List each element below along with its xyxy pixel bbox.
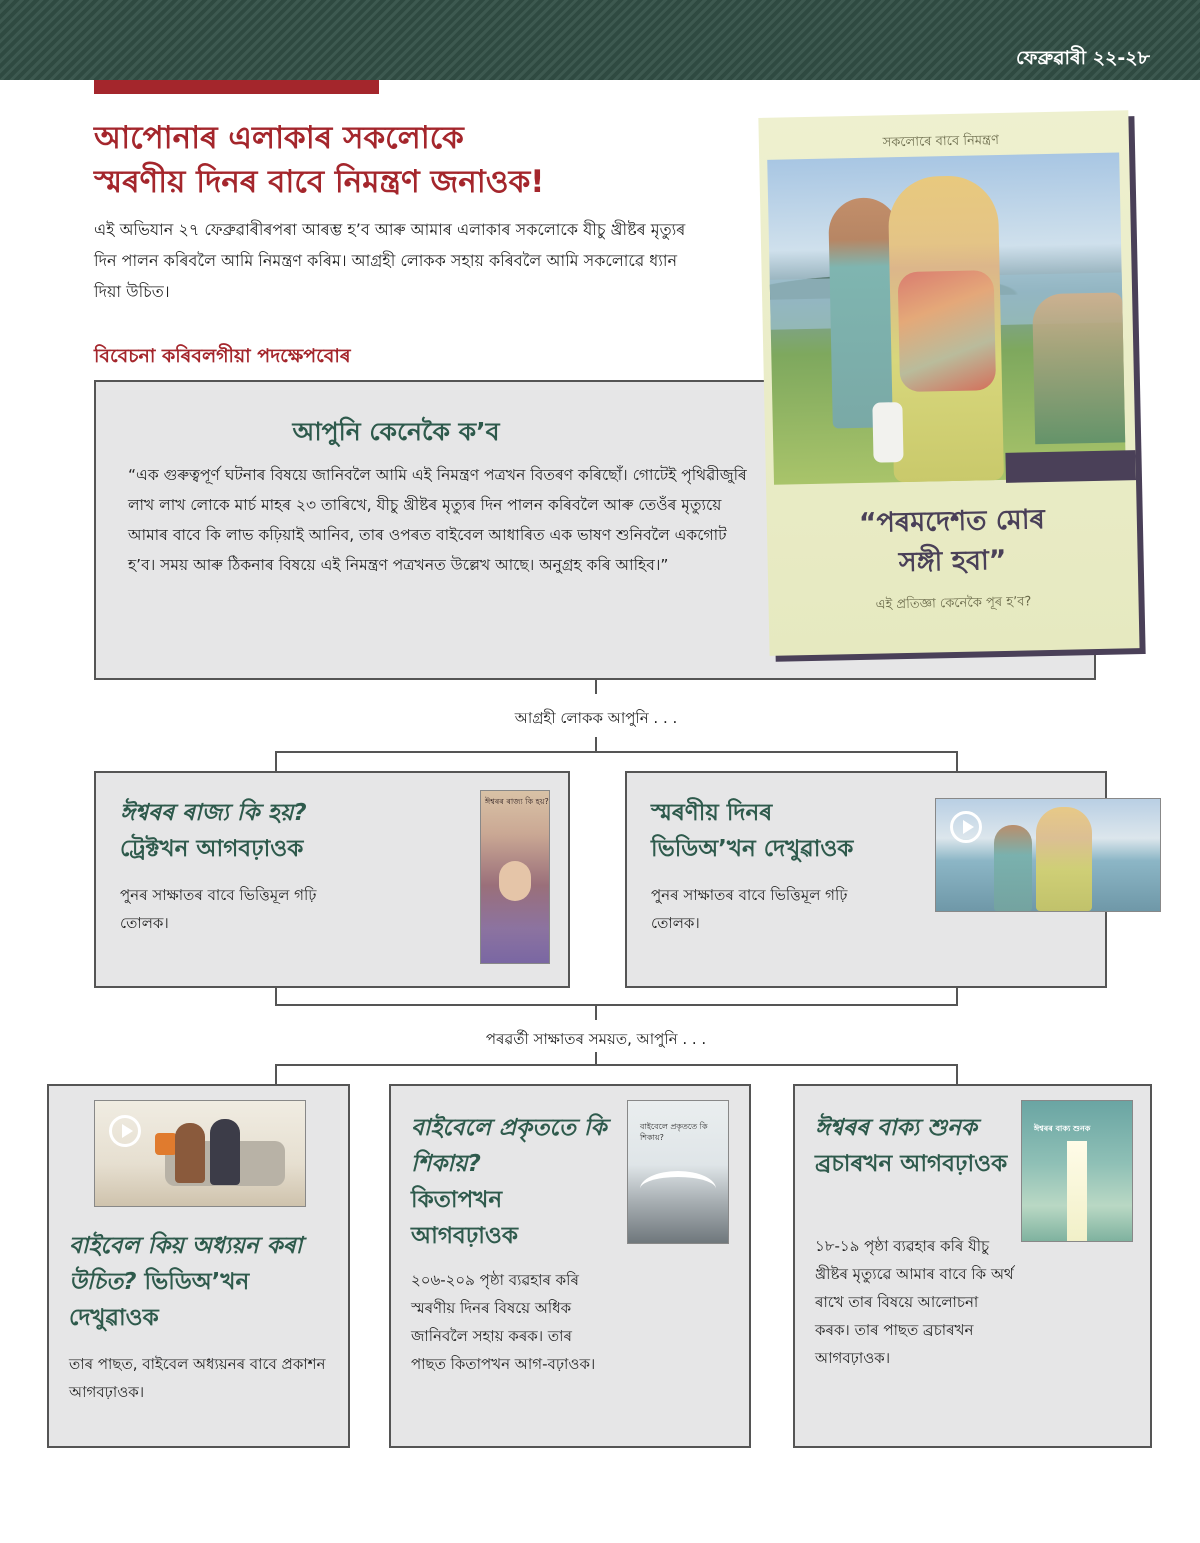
- invitation-title-line1: “পৰমদেশত মোৰ: [858, 504, 1046, 539]
- photo-people: [1032, 292, 1125, 444]
- invitation-title: [766, 498, 1138, 586]
- play-icon[interactable]: [950, 811, 982, 843]
- memorial-video-title-line2: ভিডিঅ’খন দেখুৱাওক: [651, 836, 854, 862]
- memorial-video-thumbnail[interactable]: [935, 798, 1161, 912]
- listen-to-god-brochure-image: [1021, 1100, 1133, 1242]
- connector-label-next-visit: পৰৱৰ্তী সাক্ষাতৰ সময়ত, আপুনি . . .: [485, 1030, 707, 1048]
- listen-to-god-card: [793, 1084, 1152, 1448]
- connector-line: [275, 751, 958, 753]
- invitation-title-line2: সঙ্গী হবা”: [898, 544, 1007, 579]
- accent-bar: [94, 80, 379, 94]
- tract-card-title: [120, 795, 460, 867]
- presentation-title: আপুনি কেনেকৈ ক’ব: [292, 417, 500, 446]
- memorial-video-title: [651, 795, 951, 867]
- invitation-photo: [767, 152, 1126, 484]
- study-video-title-italic: বাইবেল কিয় অধ্যয়ন কৰা উচিত?: [69, 1233, 303, 1295]
- connector-line: [595, 680, 597, 694]
- page-title: [94, 116, 734, 204]
- brochure-image-path: [1067, 1141, 1087, 1241]
- listen-to-god-text: ১৮-১৯ পৃষ্ঠা ব্যৱহাৰ কৰি যীচু খ্ৰীষ্টৰ মৃত্যুৱে আমাৰ বাবে কি অৰ্থ ৰাখে তাৰ বিষয়ে আলোচনা কৰক। তাৰ পাছত ব্ৰচাৰখন আগবঢ়াওক।: [815, 1237, 1014, 1367]
- tract-card-title-italic: ঈশ্বৰৰ ৰাজ্য কি হয়?: [120, 800, 307, 826]
- listen-to-god-title-rest: ব্ৰচাৰখন আগবঢ়াওক: [815, 1151, 1008, 1177]
- tract-image-title: ঈশ্বৰৰ ৰাজ্য কি হয়?: [485, 797, 549, 806]
- header-band: [0, 0, 1200, 80]
- listen-to-god-title-italic: ঈশ্বৰৰ বাক্য শুনক: [815, 1115, 977, 1141]
- bible-teach-title-italic: বাইবেলে প্ৰকৃততে কি শিকায়?: [411, 1115, 607, 1177]
- steps-heading: বিবেচনা কৰিবলগীয়া পদক্ষেপবোৰ: [94, 345, 351, 367]
- bible-teach-card: [389, 1084, 751, 1448]
- invitation-notch: [1005, 450, 1136, 483]
- memorial-video-text: পুনৰ সাক্ষাতৰ বাবে ভিত্তিমূল গঢ়ি তোলক।: [651, 886, 848, 932]
- tract-card-text: পুনৰ সাক্ষাতৰ বাবে ভিত্তিমূল গঢ়ি তোলক।: [120, 886, 317, 932]
- listen-to-god-title: [815, 1110, 1015, 1182]
- study-video-title-rest: ভিডিঅ’খন দেখুৱাওক: [69, 1269, 250, 1331]
- connector-line: [275, 1064, 958, 1066]
- invitation-image: [758, 110, 1145, 662]
- photo-scarf: [898, 270, 996, 392]
- invitation-cover: [758, 110, 1139, 656]
- connector-line: [595, 1004, 597, 1020]
- connector-line: [956, 1064, 958, 1084]
- thumbnail-person: [210, 1119, 240, 1185]
- connector-label-interested: আগ্ৰহী লোকক আপুনি . . .: [514, 709, 678, 727]
- bible-teach-title-rest: কিতাপখন আগবঢ়াওক: [411, 1187, 518, 1249]
- memorial-video-title-line1: স্মৰণীয় দিনৰ: [651, 800, 773, 826]
- bible-teach-book-image: [627, 1100, 729, 1244]
- invitation-subtitle: এই প্ৰতিজ্ঞা কেনেকৈ পূৰ হ’ব?: [875, 594, 1032, 613]
- bible-teach-title: [411, 1110, 611, 1254]
- play-icon[interactable]: [109, 1115, 141, 1147]
- study-video-thumbnail[interactable]: [94, 1100, 306, 1207]
- invitation-top-text: সকলোৰে বাবে নিমন্ত্ৰণ: [882, 132, 1000, 151]
- tract-image: [480, 790, 550, 964]
- page-title-line1: আপোনাৰ এলাকাৰ সকলোকে: [94, 120, 464, 156]
- study-video-text: তাৰ পাছত, বাইবেল অধ্যয়নৰ বাবে প্ৰকাশন আগবঢ়াওক।: [69, 1355, 326, 1401]
- presentation-text: “এক গুৰুত্বপূৰ্ণ ঘটনাৰ বিষয়ে জানিবলৈ আমি এই নিমন্ত্ৰণ পত্ৰখন বিতৰণ কৰিছোঁ। গোটেই পৃথিৱীজুৰি লাখ লাখ লোকে মাৰ্চ মাহৰ ২৩ তাৰিখে, যীচু খ্ৰীষ্টৰ মৃত্যুৰ দিন পালন কৰিবলৈ আৰু তেওঁৰ মৃত্যুয়ে আমাৰ বাবে কি লাভ কঢ়িয়াই আনিব, তাৰ ওপৰত বাইবেল আধাৰিত এক ভাষণ শুনিবলৈ একগোট হ’ব। সময় আৰু ঠিকনাৰ বিষয়ে এই নিমন্ত্ৰণ পত্ৰখনত উল্লেখ আছে। অনুগ্ৰহ কৰি আহিব।”: [128, 466, 747, 574]
- photo-horse: [872, 402, 903, 463]
- book-image-curve: [640, 1171, 716, 1207]
- tract-image-face: [499, 861, 531, 901]
- page-title-line2: স্মৰণীয় দিনৰ বাবে নিমন্ত্ৰণ জনাওক!: [94, 164, 545, 200]
- connector-line: [275, 1004, 958, 1006]
- book-image-title: বাইবেলে প্ৰকৃততে কি শিকায়?: [640, 1122, 708, 1142]
- brochure-image-title: ঈশ্বৰৰ বাক্য শুনক: [1034, 1124, 1091, 1133]
- thumbnail-person: [175, 1123, 205, 1183]
- memorial-video-card: [625, 771, 1107, 988]
- study-video-card: [47, 1084, 350, 1448]
- bible-teach-text: ২০৬-২০৯ পৃষ্ঠা ব্যৱহাৰ কৰি স্মৰণীয় দিনৰ বিষয়ে অধিক জানিবলৈ সহায় কৰক। তাৰ পাছত কিতাপখন আগ-বঢ়াওক।: [411, 1271, 596, 1373]
- date-range: ফেব্ৰুৱাৰী ২২-২৮: [1015, 47, 1150, 69]
- thumbnail-woman: [1036, 807, 1092, 911]
- study-video-title: [69, 1228, 339, 1336]
- tract-card: [94, 771, 570, 988]
- thumbnail-pillow: [155, 1133, 177, 1155]
- connector-line: [956, 751, 958, 771]
- connector-line: [275, 751, 277, 771]
- tract-card-title-rest: ট্ৰেক্টখন আগবঢ়াওক: [120, 836, 304, 862]
- intro-text: এই অভিযান ২৭ ফেব্ৰুৱাৰীৰপৰা আৰম্ভ হ’ব আৰু আমাৰ এলাকাৰ সকলোকে যীচু খ্ৰীষ্টৰ মৃত্যুৰ দিন পালন কৰিবলৈ আমি নিমন্ত্ৰণ কৰিম। আগ্ৰহী লোকক সহায় কৰিবলৈ আমি সকলোৱে ধ্যান দিয়া উচিত।: [94, 220, 686, 301]
- thumbnail-man: [994, 825, 1032, 911]
- connector-line: [275, 1064, 277, 1084]
